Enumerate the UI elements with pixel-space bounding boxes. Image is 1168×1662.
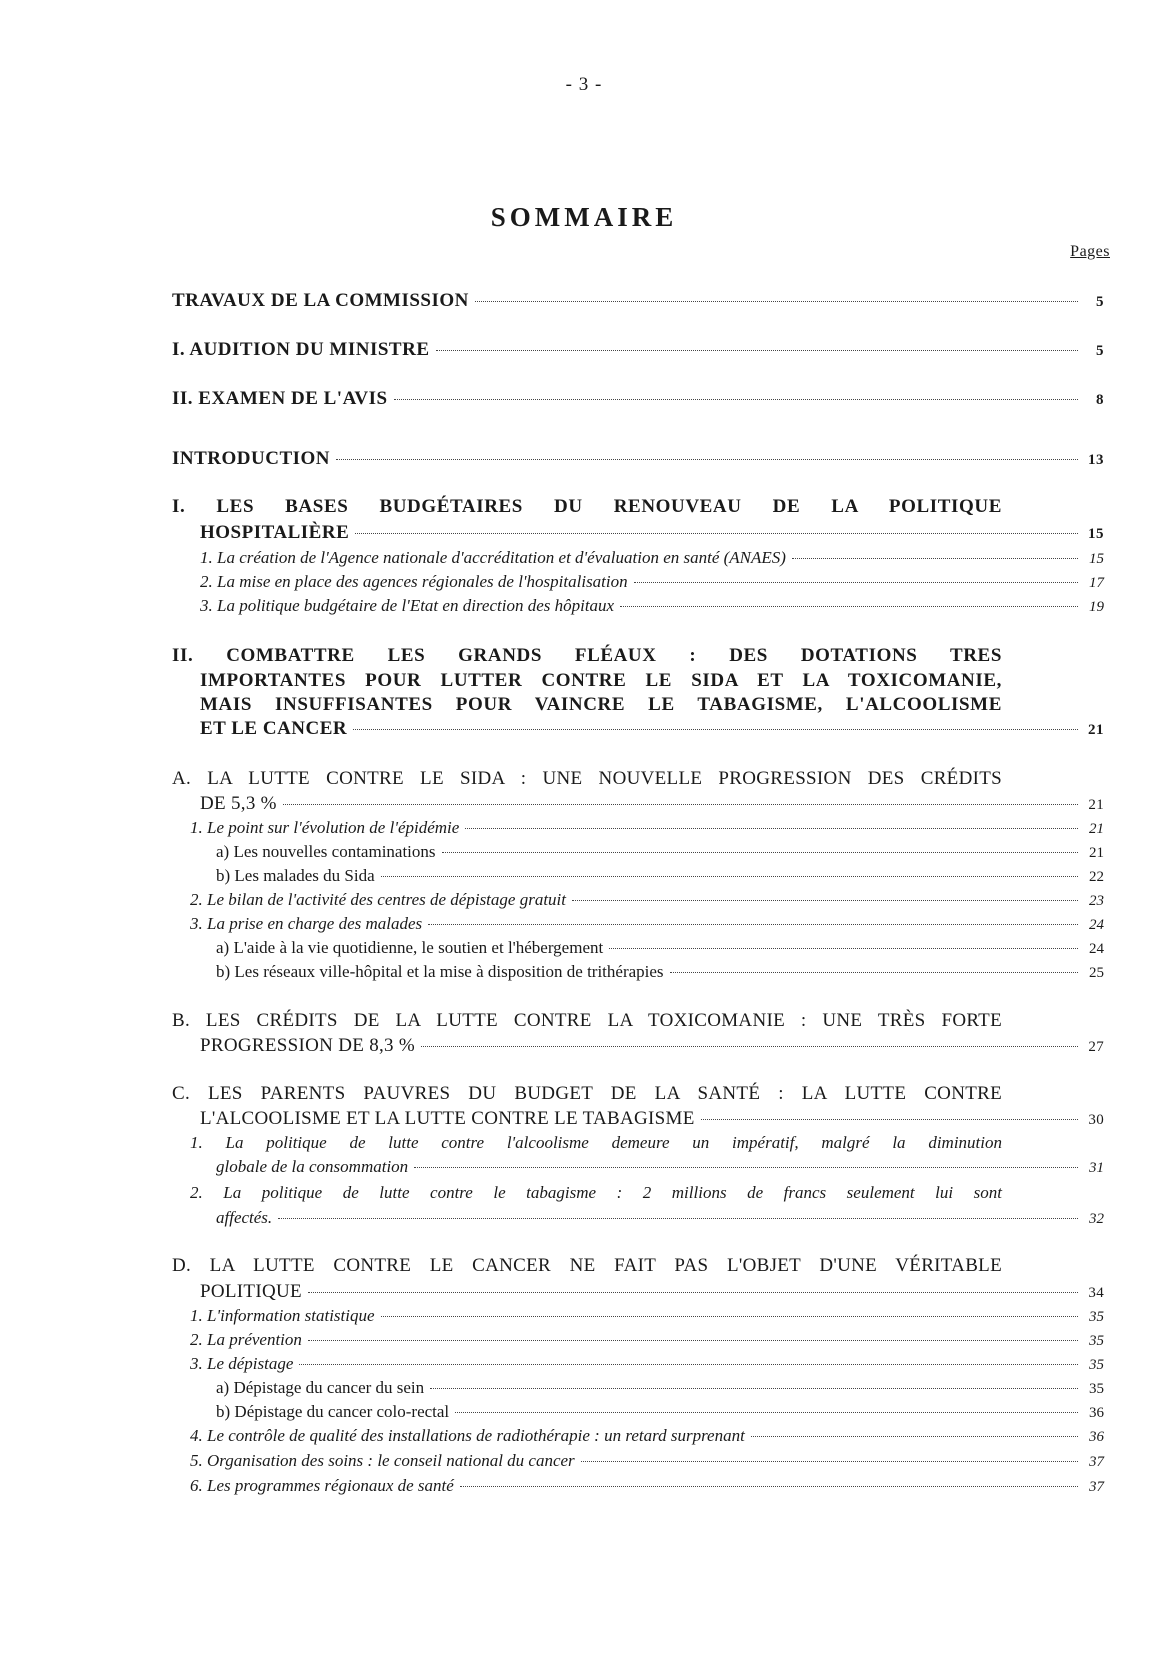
toc-entry-page: 35 (1089, 1357, 1104, 1373)
dot-leader (701, 1119, 1078, 1120)
toc-entry-label: POLITIQUE (200, 1281, 302, 1302)
toc-entry-label: 3. Le dépistage (190, 1354, 294, 1373)
toc-entry-page: 36 (1089, 1405, 1104, 1421)
toc-entry[interactable] (190, 1330, 1104, 1350)
toc-entry-wrap-line: 2. La politique de lutte contre le tabagisme : 2 millions de francs seulement lui sont (190, 1183, 1002, 1202)
toc-entry-label: 1. L'information statistique (190, 1306, 375, 1325)
toc-entry-label: HOSPITALIÈRE (200, 522, 350, 543)
toc-entry-label: 5. Organisation des soins : le conseil national du cancer (190, 1451, 575, 1470)
toc-entry-page: 8 (1096, 392, 1104, 408)
toc-entry-page: 5 (1096, 343, 1104, 359)
toc-entry[interactable] (216, 1208, 1104, 1228)
dot-leader (355, 533, 1078, 534)
toc-entry-page: 21 (1089, 821, 1104, 837)
toc-entry-label: PROGRESSION DE 8,3 % (200, 1035, 416, 1056)
toc-entry-label: a) L'aide à la vie quotidienne, le soutien et l'hébergement (216, 938, 604, 957)
toc-entry-label: 2. Le bilan de l'activité des centres de dépistage gratuit (190, 890, 566, 909)
toc-entry-label: I. AUDITION DU MINISTRE (172, 339, 430, 360)
toc-entry[interactable] (190, 1476, 1104, 1496)
toc-entry-page: 21 (1088, 797, 1104, 813)
toc-entry-page: 32 (1089, 1211, 1104, 1227)
toc-entry[interactable] (200, 1108, 1104, 1130)
dot-leader (620, 606, 1078, 607)
toc-entry-page: 37 (1089, 1479, 1104, 1495)
dot-leader (381, 1316, 1078, 1317)
toc-entry-label: b) Les réseaux ville-hôpital et la mise à disposition de trithérapies (216, 962, 664, 981)
toc-entry-label: affectés. (216, 1208, 273, 1227)
toc-entry[interactable] (216, 866, 1104, 886)
dot-leader (581, 1461, 1078, 1462)
toc-heading-line: II. COMBATTRE LES GRANDS FLÉAUX : DES DOTATIONS TRES (172, 645, 1002, 666)
toc-entry[interactable] (216, 962, 1104, 982)
toc-entry-page: 22 (1089, 869, 1104, 885)
dot-leader (414, 1167, 1078, 1168)
toc-entry-wrap-line: 1. La politique de lutte contre l'alcoolisme demeure un impératif, malgré la diminution (190, 1133, 1002, 1152)
toc-heading-line: I. LES BASES BUDGÉTAIRES DU RENOUVEAU DE LA POLITIQUE (172, 496, 1002, 517)
toc-entry-label: L'ALCOOLISME ET LA LUTTE CONTRE LE TABAGISME (200, 1108, 695, 1129)
toc-entry-page: 25 (1089, 965, 1104, 981)
dot-leader (336, 459, 1078, 460)
toc-entry-page: 24 (1089, 941, 1104, 957)
toc-entry-label: 3. La prise en charge des malades (190, 914, 423, 933)
toc-entry-label: INTRODUCTION (172, 448, 331, 469)
toc-entry[interactable] (172, 290, 1104, 312)
dot-leader (278, 1218, 1078, 1219)
toc-entry[interactable] (200, 522, 1104, 544)
dot-leader (283, 804, 1078, 805)
toc-entry-label: a) Dépistage du cancer du sein (216, 1378, 425, 1397)
toc-entry[interactable] (216, 842, 1104, 862)
dot-leader (792, 558, 1078, 559)
dot-leader (455, 1412, 1078, 1413)
dot-leader (308, 1292, 1078, 1293)
toc-entry-page: 37 (1089, 1454, 1104, 1470)
dot-leader (465, 828, 1078, 829)
toc-entry[interactable] (190, 890, 1104, 910)
toc-entry-page: 35 (1089, 1381, 1104, 1397)
toc-heading-line: B. LES CRÉDITS DE LA LUTTE CONTRE LA TOXICOMANIE : UNE TRÈS FORTE (172, 1010, 1002, 1031)
dot-leader (670, 972, 1078, 973)
dot-leader (460, 1486, 1078, 1487)
toc-entry[interactable] (190, 1451, 1104, 1471)
toc-entry[interactable] (172, 448, 1104, 470)
toc-entry[interactable] (190, 1354, 1104, 1374)
toc-entry[interactable] (200, 1281, 1104, 1303)
toc-heading-line: C. LES PARENTS PAUVRES DU BUDGET DE LA SANTÉ : LA LUTTE CONTRE (172, 1083, 1002, 1104)
toc-heading-line: IMPORTANTES POUR LUTTER CONTRE LE SIDA ET LA TOXICOMANIE, (200, 670, 1002, 691)
toc-entry[interactable] (216, 938, 1104, 958)
page-number: - 3 - (565, 74, 603, 95)
toc-entry-page: 15 (1089, 551, 1104, 567)
toc-entry-page: 23 (1089, 893, 1104, 909)
toc-entry-page: 5 (1096, 294, 1104, 310)
toc-heading-line: MAIS INSUFFISANTES POUR VAINCRE LE TABAGISME, L'ALCOOLISME (200, 694, 1002, 715)
toc-entry[interactable] (200, 572, 1104, 592)
toc-entry[interactable] (200, 596, 1104, 616)
toc-entry-label: 1. Le point sur l'évolution de l'épidémie (190, 818, 460, 837)
toc-heading-line: A. LA LUTTE CONTRE LE SIDA : UNE NOUVELLE PROGRESSION DES CRÉDITS (172, 768, 1002, 789)
toc-heading-line: D. LA LUTTE CONTRE LE CANCER NE FAIT PAS L'OBJET D'UNE VÉRITABLE (172, 1255, 1002, 1276)
dot-leader (572, 900, 1078, 901)
dot-leader (634, 582, 1078, 583)
toc-entry-page: 30 (1088, 1112, 1104, 1128)
toc-entry-page: 17 (1089, 575, 1104, 591)
toc-entry-page: 21 (1089, 845, 1104, 861)
toc-entry-label: 1. La création de l'Agence nationale d'accréditation et d'évaluation en santé (ANAES) (200, 548, 786, 567)
toc-entry-label: TRAVAUX DE LA COMMISSION (172, 290, 469, 311)
page-title: SOMMAIRE (490, 202, 678, 232)
dot-leader (381, 876, 1078, 877)
toc-entry-page: 35 (1089, 1333, 1104, 1349)
toc-entry[interactable] (200, 548, 1104, 568)
toc-entry-label: DE 5,3 % (200, 793, 277, 814)
toc-entry-page: 34 (1088, 1285, 1104, 1301)
toc-entry-page: 35 (1089, 1309, 1104, 1325)
toc-entry-label: II. EXAMEN DE L'AVIS (172, 388, 388, 409)
dot-leader (394, 399, 1078, 400)
dot-leader (475, 301, 1078, 302)
toc-entry-label: 2. La mise en place des agences régionales de l'hospitalisation (200, 572, 628, 591)
pages-column-header: Pages (1070, 243, 1110, 260)
dot-leader (442, 852, 1078, 853)
dot-leader (609, 948, 1078, 949)
toc-entry[interactable] (200, 1035, 1104, 1057)
toc-entry-label: b) Les malades du Sida (216, 866, 375, 885)
toc-entry[interactable] (216, 1402, 1104, 1422)
toc-entry[interactable] (216, 1378, 1104, 1398)
dot-leader (751, 1436, 1078, 1437)
toc-entry-label: 6. Les programmes régionaux de santé (190, 1476, 454, 1495)
toc-entry-label: b) Dépistage du cancer colo-rectal (216, 1402, 450, 1421)
toc-entry[interactable] (190, 1306, 1104, 1326)
dot-leader (353, 729, 1078, 730)
dot-leader (299, 1364, 1078, 1365)
toc-entry[interactable] (200, 718, 1104, 740)
dot-leader (430, 1388, 1078, 1389)
toc-entry-page: 15 (1088, 526, 1104, 542)
toc-entry-label: 3. La politique budgétaire de l'Etat en direction des hôpitaux (200, 596, 615, 615)
toc-entry-label: a) Les nouvelles contaminations (216, 842, 436, 861)
toc-entry-page: 36 (1089, 1429, 1104, 1445)
toc-entry-label: globale de la consommation (216, 1157, 409, 1176)
toc-entry-page: 27 (1088, 1039, 1104, 1055)
toc-entry[interactable] (200, 793, 1104, 815)
toc-entry-label: 4. Le contrôle de qualité des installations de radiothérapie : un retard surprenant (190, 1426, 745, 1445)
dot-leader (436, 350, 1079, 351)
toc-entry-label: ET LE CANCER (200, 718, 348, 739)
dot-leader (421, 1046, 1078, 1047)
toc-entry[interactable] (190, 914, 1104, 934)
toc-entry-page: 31 (1089, 1160, 1104, 1176)
dot-leader (308, 1340, 1078, 1341)
toc-entry-page: 21 (1088, 722, 1104, 738)
toc-entry-page: 19 (1089, 599, 1104, 615)
toc-entry-page: 24 (1089, 917, 1104, 933)
toc-entry[interactable] (172, 388, 1104, 410)
toc-entry[interactable] (216, 1157, 1104, 1177)
toc-entry[interactable] (190, 818, 1104, 838)
toc-entry-page: 13 (1088, 452, 1104, 468)
toc-entry[interactable] (190, 1426, 1104, 1446)
toc-entry[interactable] (172, 339, 1104, 361)
dot-leader (428, 924, 1078, 925)
toc-entry-label: 2. La prévention (190, 1330, 302, 1349)
